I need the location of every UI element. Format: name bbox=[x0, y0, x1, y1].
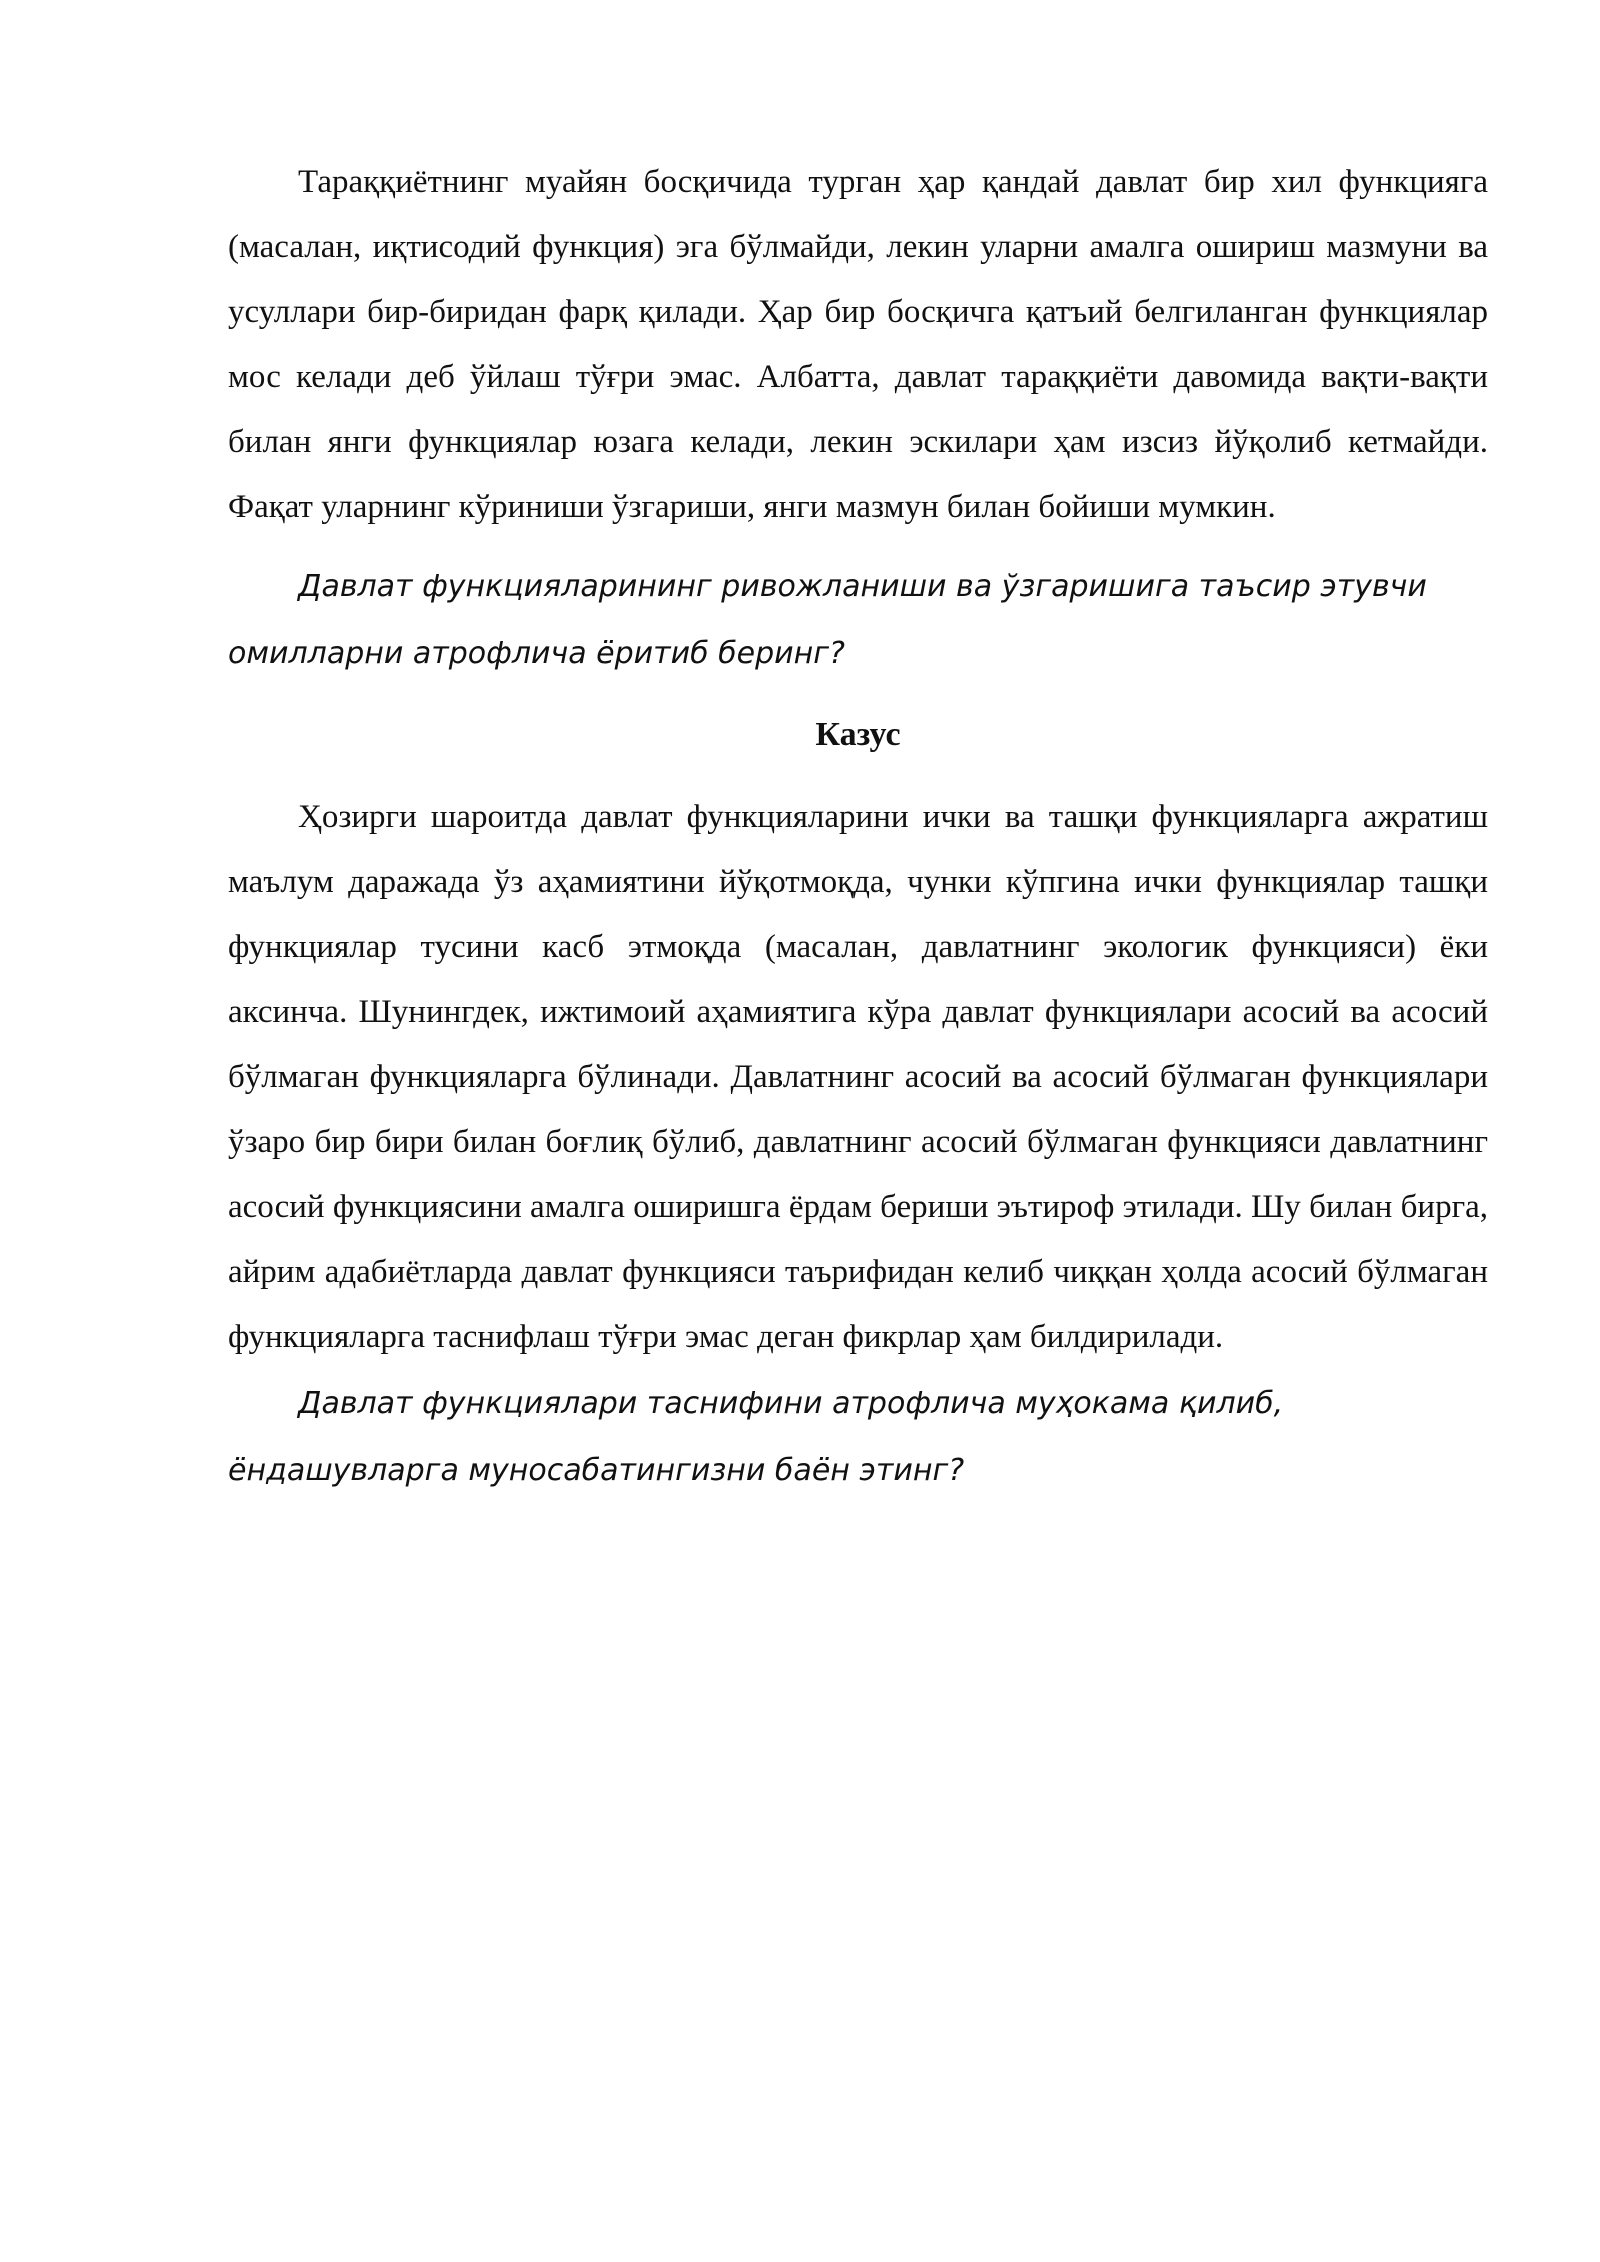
question-classification: Давлат функциялари таснифини атрофлича муҳокама қилиб, ёндашувларга муносабатингизни баён этинг? bbox=[228, 1386, 1284, 1488]
document-body bbox=[228, 150, 1488, 1504]
section-heading-case: Казус bbox=[815, 716, 901, 753]
question-factors: Давлат функцияларининг ривожланиши ва ўзгаришига таъсир этувчи омилларни атрофлича ёритиб беринг? bbox=[228, 569, 1427, 671]
paragraph-case-description: Ҳозирги шароитда давлат функцияларини ички ва ташқи функцияларга ажратиш маълум даражада ўз аҳамиятини йўқотмоқда, чунки кўпгина ички функциялар ташқи функциялар тусини касб этмоқда (масалан, давлатнинг экологик функцияси) ёки аксинча. Шунингдек, ижтимоий аҳамиятига кўра давлат функциялари асосий ва асосий бўлмаган функцияларга бўлинади. Давлатнинг асосий ва асосий бўлмаган функциялари ўзаро бир бири билан боғлиқ бўлиб, давлатнинг асосий бўлмаган функцияси давлатнинг асосий функциясини амалга оширишга ёрдам бериши эътироф этилади. Шу билан бирга, айрим адабиётларда давлат функцияси таърифидан келиб чиққан ҳолда асосий бўлмаган функцияларга таснифлаш тўғри эмас деган фикрлар ҳам билдирилади. bbox=[228, 799, 1488, 1355]
paragraph-development-stages: Тараққиётнинг муайян босқичида турган ҳар қандай давлат бир хил функцияга (масалан, иқтисодий функция) эга бўлмайди, лекин уларни амалга ошириш мазмуни ва усуллари бир-биридан фарқ қилади. Ҳар бир босқичга қатъий белгиланган функциялар мос келади деб ўйлаш тўғри эмас. Албатта, давлат тараққиёти давомида вақти-вақти билан янги функциялар юзага келади, лекин эскилари ҳам изсиз йўқолиб кетмайди. Фақат уларнинг кўриниши ўзгариши, янги мазмун билан бойиши мумкин. bbox=[228, 164, 1488, 525]
